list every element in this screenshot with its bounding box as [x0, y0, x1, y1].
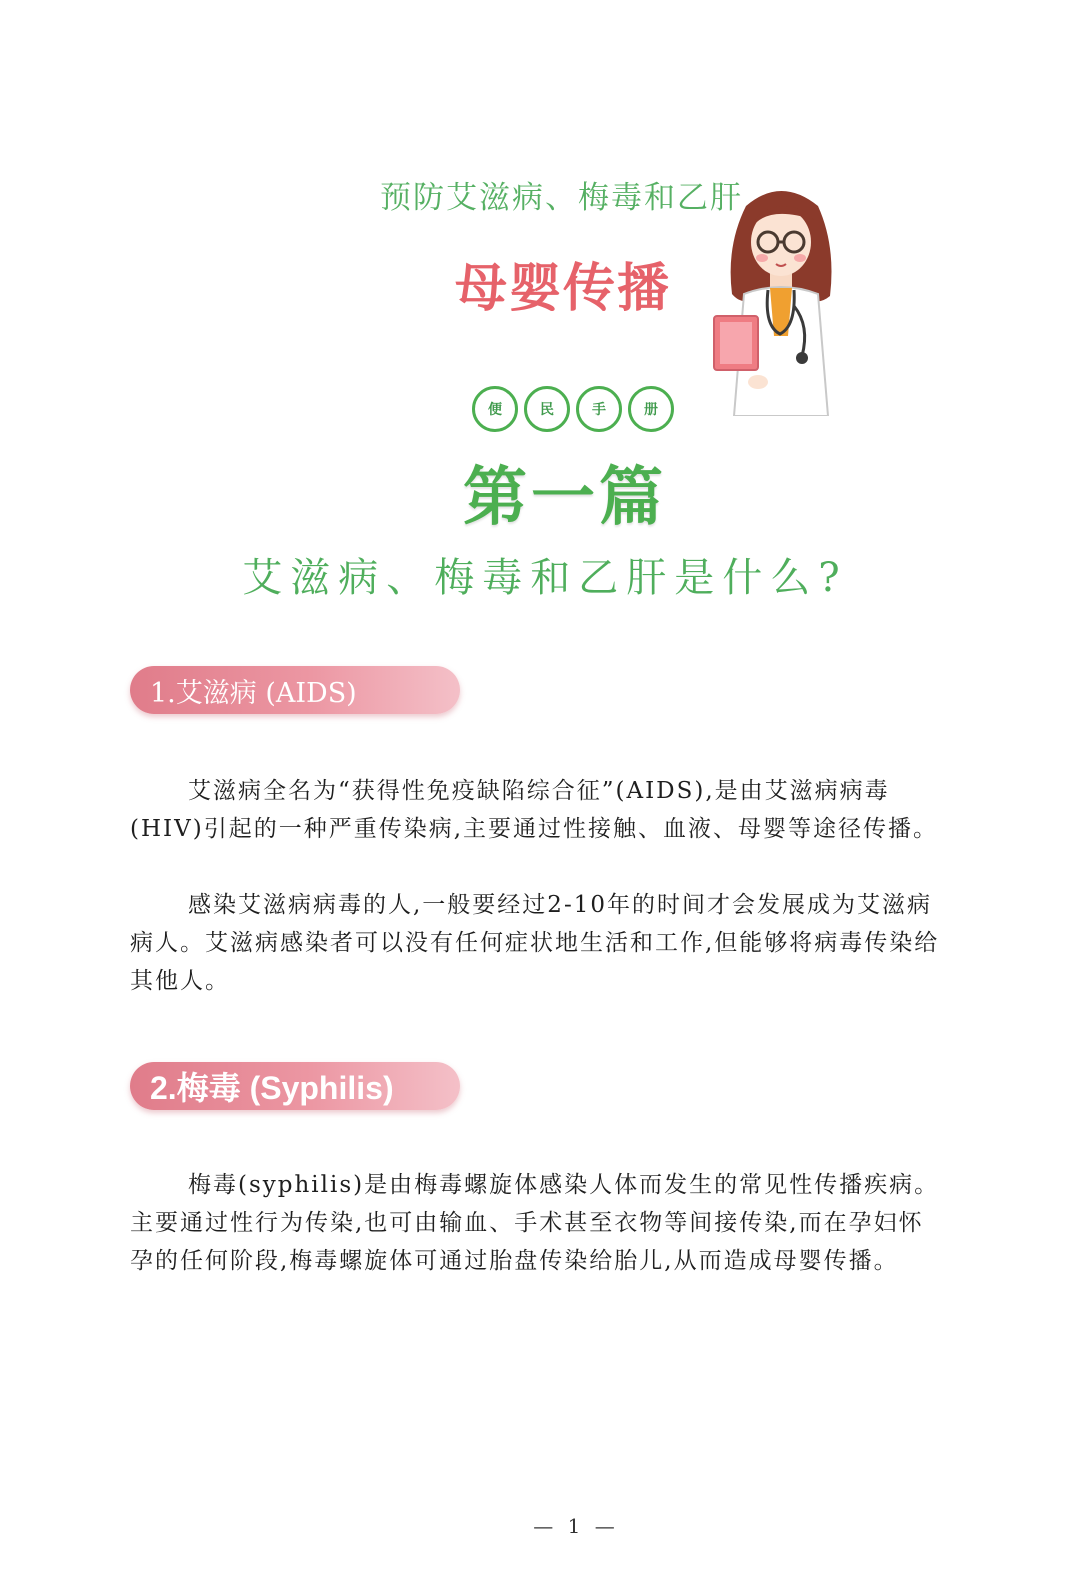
- paragraph-aids-progression: 感染艾滋病病毒的人,一般要经过2-10年的时间才会发展成为艾滋病病人。艾滋病感染者可以没有任何症状地生活和工作,但能够将病毒传染给其他人。: [130, 892, 940, 994]
- subtitle: 预防艾滋病、梅毒和乙肝: [380, 180, 743, 216]
- section-heading-aids: [130, 666, 460, 714]
- doctor-blush-right: [794, 254, 806, 262]
- doctor-illustration: [706, 186, 856, 416]
- badge-char: 手: [576, 386, 622, 432]
- section-heading-syphilis: [130, 1062, 460, 1110]
- doctor-blush-left: [756, 254, 768, 262]
- badge-char: 册: [628, 386, 674, 432]
- paragraph-aids-definition: 艾滋病全名为“获得性免疫缺陷综合征”(AIDS),是由艾滋病病毒(HIV)引起的一种严重传染病,主要通过性接触、血液、母婴等途径传播。: [130, 778, 939, 842]
- section-heading-text: 2.梅毒 (Syphilis): [150, 1070, 394, 1106]
- paragraph-syphilis-definition: 梅毒(syphilis)是由梅毒螺旋体感染人体而发生的常见性传播疾病。主要通过性行为传染,也可由输血、手术甚至衣物等间接传染,而在孕妇怀孕的任何阶段,梅毒螺旋体可通过胎盘传染给胎儿,从而造成母婴传播。: [130, 1172, 940, 1274]
- chapter-question: 艾滋病、梅毒和乙肝是什么?: [242, 555, 848, 601]
- badge-char: 民: [524, 386, 570, 432]
- section-heading-text: 1.艾滋病 (AIDS): [150, 677, 357, 709]
- chapter-title: 第一篇: [463, 461, 667, 535]
- main-title: 母婴传播: [455, 259, 672, 319]
- badge-char: 便: [472, 386, 518, 432]
- handbook-badges: [472, 386, 674, 432]
- page-number: — 1 —: [533, 1514, 619, 1538]
